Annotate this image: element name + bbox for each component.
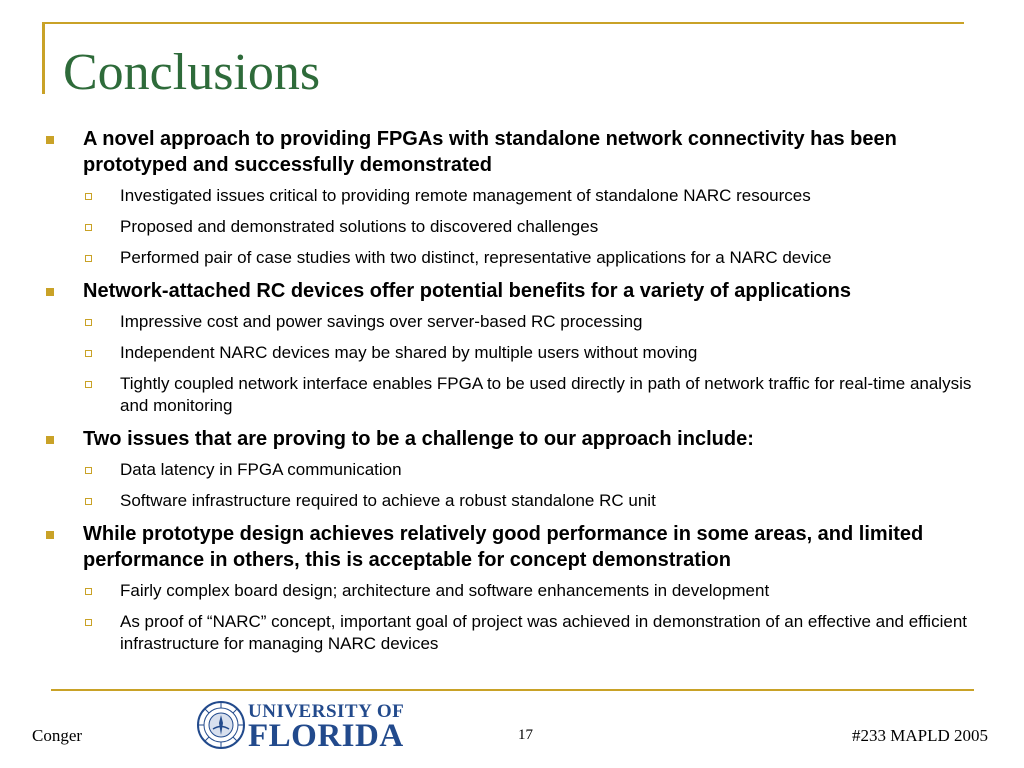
sub-bullet-text: Performed pair of case studies with two distinct, representative applications for a NARC device [120, 248, 832, 267]
university-logo [196, 700, 416, 756]
sub-bullet-text: Tightly coupled network interface enables FPGA to be used directly in path of network traffic for real-time analysis and monitoring [120, 374, 972, 415]
bullet-group [44, 278, 974, 417]
square-bullet-icon [46, 288, 54, 296]
sub-bullet-item [44, 247, 974, 269]
sub-bullet-item [44, 311, 974, 333]
sub-bullet-text: Independent NARC devices may be shared by multiple users without moving [120, 343, 698, 362]
sub-bullet-item [44, 185, 974, 207]
sub-bullet-item [44, 490, 974, 512]
sub-bullet-text: Proposed and demonstrated solutions to discovered challenges [120, 217, 599, 236]
hollow-square-bullet-icon [85, 619, 92, 626]
bullet-item [44, 126, 974, 178]
square-bullet-icon [46, 136, 54, 144]
hollow-square-bullet-icon [85, 588, 92, 595]
footer-divider [51, 689, 974, 691]
bullet-text: A novel approach to providing FPGAs with standalone network connectivity has been prototyped and successfully demonstrated [83, 128, 897, 176]
hollow-square-bullet-icon [85, 498, 92, 505]
sub-bullet-item [44, 373, 974, 417]
bullet-group [44, 426, 974, 512]
bullet-item [44, 521, 974, 573]
sub-bullet-text: Data latency in FPGA communication [120, 460, 402, 479]
sub-bullet-item [44, 459, 974, 481]
bullet-text: Two issues that are proving to be a challenge to our approach include: [83, 428, 754, 450]
hollow-square-bullet-icon [85, 319, 92, 326]
square-bullet-icon [46, 531, 54, 539]
bullet-group [44, 521, 974, 655]
sub-bullet-text: Impressive cost and power savings over server-based RC processing [120, 312, 643, 331]
slide-number: 17 [518, 727, 533, 743]
hollow-square-bullet-icon [85, 255, 92, 262]
sub-bullet-list [44, 185, 974, 269]
logo-florida-text: FLORIDA [248, 718, 404, 754]
sub-bullet-text: As proof of “NARC” concept, important goal of project was achieved in demonstration of an effective and efficient infrastructure for managing NARC devices [120, 612, 967, 653]
footer-author: Conger [32, 726, 83, 745]
university-seal-icon [196, 700, 246, 750]
sub-bullet-list [44, 580, 974, 655]
bullet-item [44, 426, 974, 452]
logo-university-text: UNIVERSITY OF [248, 701, 405, 722]
sub-bullet-item [44, 216, 974, 238]
hollow-square-bullet-icon [85, 193, 92, 200]
sub-bullet-text: Investigated issues critical to providing remote management of standalone NARC resources [120, 186, 811, 205]
sub-bullet-text: Fairly complex board design; architecture and software enhancements in development [120, 581, 770, 600]
footer-event: #233 MAPLD 2005 [851, 726, 988, 745]
sub-bullet-item [44, 342, 974, 364]
slide-title: Conclusions [63, 44, 321, 101]
hollow-square-bullet-icon [85, 381, 92, 388]
hollow-square-bullet-icon [85, 224, 92, 231]
bullet-list [44, 126, 974, 664]
bullet-text: While prototype design achieves relatively good performance in some areas, and limited performance in others, this is acceptable for concept demonstration [83, 523, 924, 571]
bullet-text: Network-attached RC devices offer potential benefits for a variety of applications [83, 280, 851, 302]
sub-bullet-list [44, 459, 974, 512]
hollow-square-bullet-icon [85, 467, 92, 474]
bullet-group [44, 126, 974, 269]
hollow-square-bullet-icon [85, 350, 92, 357]
title-frame-left-rule [42, 22, 45, 94]
bullet-item [44, 278, 974, 304]
sub-bullet-list [44, 311, 974, 417]
sub-bullet-item [44, 611, 974, 655]
square-bullet-icon [46, 436, 54, 444]
title-frame-top-rule [42, 22, 964, 24]
sub-bullet-item [44, 580, 974, 602]
sub-bullet-text: Software infrastructure required to achieve a robust standalone RC unit [120, 491, 656, 510]
